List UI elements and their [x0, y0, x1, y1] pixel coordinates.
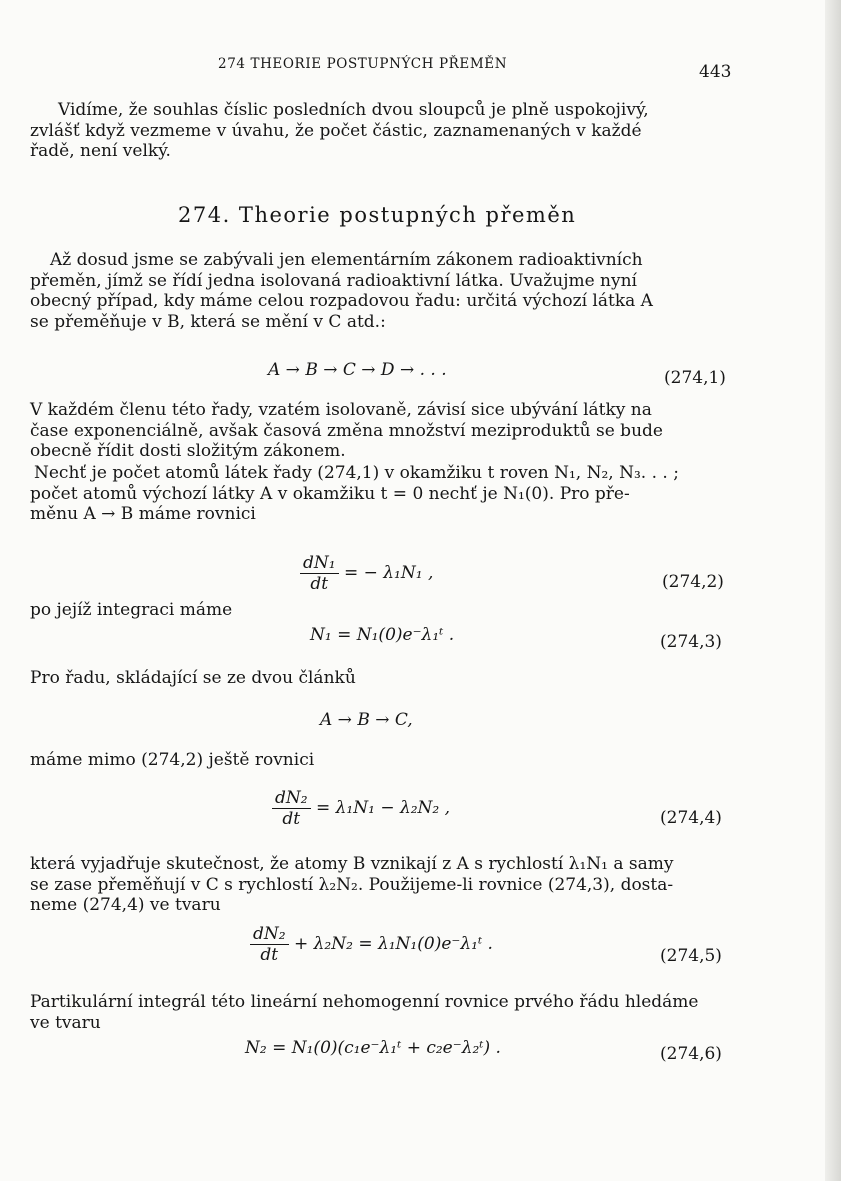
equation-chain-abc: A → B → C,: [320, 710, 413, 730]
text-line: Vidíme, že souhlas číslic posledních dvou sloupců je plně uspokojivý,: [58, 100, 649, 120]
fraction-numerator: dN₂: [250, 924, 289, 945]
text-line: V každém členu této řady, vzatém isolovaně, závisí sice ubývání látky na: [30, 400, 652, 420]
fraction-denominator: dt: [260, 945, 279, 965]
running-header: 274 THEORIE POSTUPNÝCH PŘEMĚN: [218, 56, 508, 72]
fraction-denominator: dt: [282, 809, 301, 829]
equation-chain: A → B → C → D → . . .: [268, 360, 447, 380]
paragraph-atom-counts: [30, 463, 730, 525]
text-line: řadě, není velký.: [30, 141, 171, 161]
text-line: Nechť je počet atomů látek řady (274,1) v okamžiku t roven N₁, N₂, N₃. . . ;: [34, 463, 679, 483]
fraction-numerator: dN₂: [272, 788, 311, 809]
text-line: která vyjadřuje skutečnost, že atomy B vznikají z A s rychlostí λ₁N₁ a samy: [30, 854, 674, 874]
equation-decay-rate: [300, 553, 433, 594]
text-line: Partikulární integrál této lineární nehomogenní rovnice prvého řádu hledáme: [30, 992, 699, 1012]
text-line: máme mimo (274,2) ještě rovnici: [30, 750, 315, 770]
equation-number: (274,1): [664, 368, 726, 388]
paragraph-exponential: [30, 400, 730, 462]
text-line: ve tvaru: [30, 1012, 101, 1033]
derivative-fraction: [300, 553, 339, 594]
derivative-fraction: [250, 924, 289, 965]
fraction-numerator: dN₁: [300, 553, 339, 574]
text-line: počet atomů výchozí látky A v okamžiku t = 0 nechť je N₁(0). Pro pře-: [30, 483, 630, 504]
text-line: neme (274,4) ve tvaru: [30, 895, 221, 915]
text-line: Až dosud jsme se zabývali jen elementárním zákonem radioaktivních: [50, 250, 643, 270]
equation-decay-solution: N₁ = N₁(0)e⁻λ₁ᵗ .: [310, 625, 455, 645]
intro-paragraph: [30, 100, 730, 162]
text-line: obecně řídit dosti složitým zákonem.: [30, 441, 346, 461]
text-line: po jejíž integraci máme: [30, 600, 233, 620]
equation-number: (274,6): [660, 1044, 722, 1064]
equation-number: (274,2): [662, 572, 724, 592]
paragraph-particular-integral: [30, 992, 730, 1033]
text-line: obecný případ, kdy máme celou rozpadovou řadu: určitá výchozí látka A: [30, 291, 653, 311]
text-line: čase exponenciálně, avšak časová změna množství meziproduktů se bude: [30, 420, 663, 441]
page-edge-shadow: [825, 0, 841, 1181]
equation-intermediate-rate: [272, 788, 450, 829]
equation-particular-solution: N₂ = N₁(0)(c₁e⁻λ₁ᵗ + c₂e⁻λ₂ᵗ) .: [245, 1038, 501, 1058]
text-line: měnu A → B máme rovnici: [30, 504, 256, 524]
text-line: přeměn, jímž se řídí jedna isolovaná radioaktivní látka. Uvažujme nyní: [30, 270, 637, 291]
equation-number: (274,3): [660, 632, 722, 652]
equation-number: (274,5): [660, 946, 722, 966]
text-line: se zase přeměňují v C s rychlostí λ₂N₂. Použijeme-li rovnice (274,3), dosta-: [30, 874, 674, 895]
derivative-fraction: [272, 788, 311, 829]
equation-number: (274,4): [660, 808, 722, 828]
equation-rhs: = − λ₁N₁ ,: [343, 563, 434, 583]
paragraph-rates: [30, 854, 730, 916]
fraction-denominator: dt: [310, 574, 329, 594]
equation-inhomogeneous: [250, 924, 493, 965]
paragraph-intro-chain: [30, 250, 730, 332]
page-number: 443: [699, 62, 732, 82]
equation-rhs: = λ₁N₁ − λ₂N₂ ,: [315, 798, 451, 818]
section-heading: 274. Theorie postupných přeměn: [178, 203, 577, 227]
text-line: Pro řadu, skládající se ze dvou článků: [30, 668, 356, 688]
text-line: se přeměňuje v B, která se mění v C atd.:: [30, 311, 386, 332]
equation-rhs: + λ₂N₂ = λ₁N₁(0)e⁻λ₁ᵗ .: [293, 934, 493, 954]
text-line: zvlášť když vezmeme v úvahu, že počet částic, zaznamenaných v každé: [30, 120, 642, 141]
